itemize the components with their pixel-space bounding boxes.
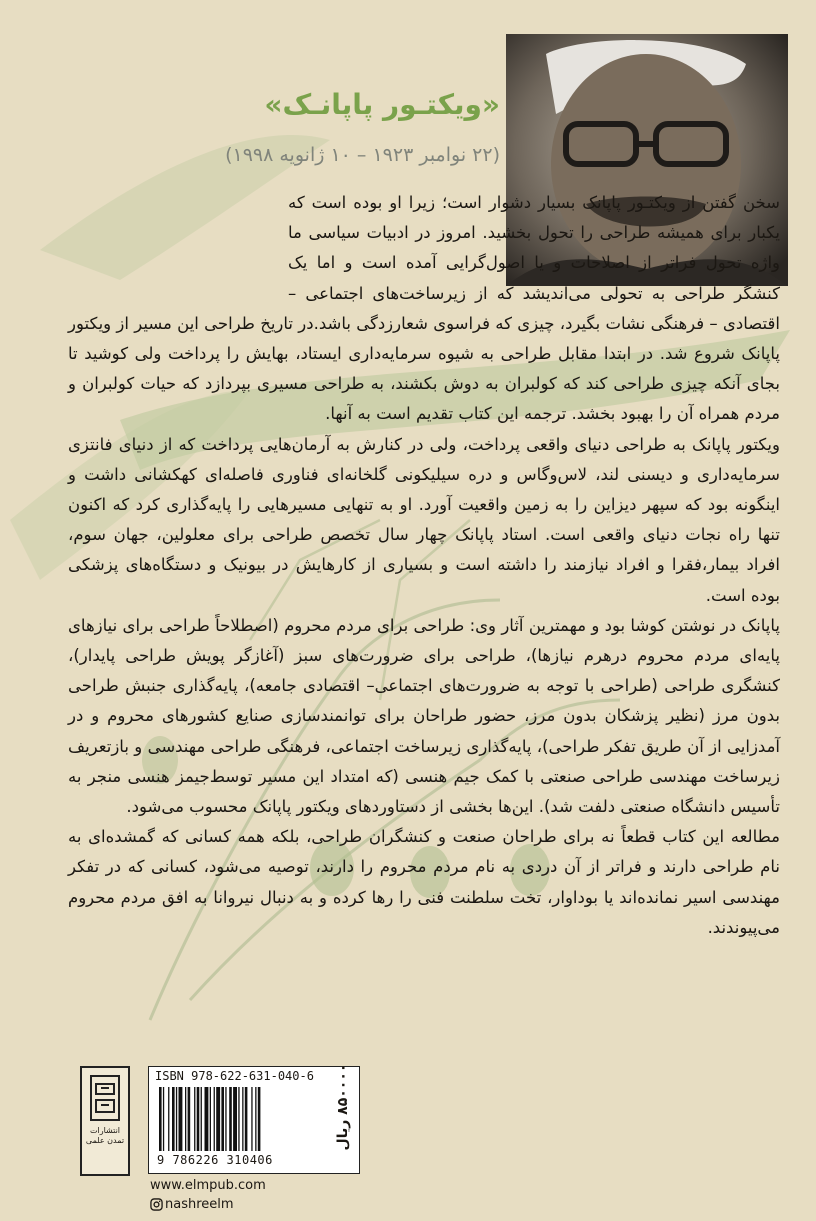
back-cover-text	[68, 188, 780, 943]
publisher-logo	[80, 1066, 130, 1176]
publisher-logo-icon	[89, 1074, 121, 1122]
paragraph-intro: سخن گفتن از ویکتـور پاپانک بسیار دشوار است؛ زیرا او بوده است که یکبار برای همیشه طراحی را تحول بخشید. امروز در ادبیات سیاسی ما واژه تحول فراتر از اصلاحات و یا اصول‌گرایی آمده است و اما یک کنشگر طراحی به تحولی می‌اندیشد که از زیرساخت‌های اجتماعی – اقتصادی – فرهنگی نشات بگیرد، چیزی که فراسوی شعارزدگی باشد.در تاریخ طراحی این مسیر از ویکتور پاپانک شروع شد. در ابتدا مقابل طراحی به شیوه سرمایه‌داری ایستاد، بهایش را پرداخت ولی کوشید تا بجای آنکه چیزی طراحی کند که کولبران به دوش بکشند، به طراحی مسیری بپردازد که حیات کولبران و مردم همراه آن را بهبود بخشد. ترجمه این کتاب تقدیم است به آنها.	[68, 193, 780, 424]
book-author-title: «ویکتـور پاپانـک»	[264, 88, 500, 121]
publisher-website[interactable]: www.elmpub.com	[150, 1178, 266, 1193]
barcode-bars	[157, 1087, 351, 1151]
publisher-name: انتشارات تمدن علمی	[85, 1126, 125, 1145]
barcode-digits: 9 786226 310406	[157, 1153, 273, 1167]
photo-wrap-space	[68, 188, 288, 285]
instagram-icon	[150, 1198, 163, 1211]
paragraph-real-world: ویکتور پاپانک به طراحی دنیای واقعی پرداخت، ولی در کنارش به آرمان‌هایی پرداخت که از دنیای فانتزی سرمایه‌داری و دیسنی لند، لاس‌وگاس و دره سیلیکونی گلخانه‌ای فناوری فاصله‌ای کهکشانی داشت و اینگونه بود که سپهر دیزاین را به زمین واقعیت آورد. او به تنهایی مسیرهایی را پایه‌گذاری کرد که اکنون تنها راه نجات دنیای واقعی است. استاد پاپانک چهار سال تخصص طراحی برای معلولین، جهان سوم، افراد بیمار،فقرا و افراد نیازمند را داشته است و بسیاری از کارهایش در بیونیک و دستگاه‌های پزشکی بوده است.	[68, 434, 780, 605]
isbn-text: ISBN 978-622-631-040-6	[155, 1069, 314, 1083]
instagram-handle-text: nashreelm	[165, 1197, 234, 1212]
paragraph-works: پاپانک در نوشتن کوشا بود و مهمترین آثار وی: طراحی برای مردم محروم (اصطلاحاً طراحی برای نیازهای پایه‌ای مردم محروم درهرم نیازها)، طراحی برای ضرورت‌های سبز (آغازگر پویش طراحی پایدار)، کنشگری طراحی (طراحی با توجه به ضرورت‌های اجتماعی– اقتصادی جامعه)، پایه‌گذاری جنبش طراحی بدون مرز (نظیر پزشکان بدون مرز، حضور طراحان برای توانمندسازی صنایع کشورهای محروم و در آمدزایی از آن طریق تفکر طراحی)، پایه‌گذاری زیرساخت اجتماعی، فرهنگی طراحی مهندسی و بازتعریف زیرساخت مهندسی طراحی صنعتی با کمک جیم هنسی (که امتداد این مسیر توسط‌جیمز هنسی منجر به تأسیس دانشگاه صنعتی دلفت شد). این‌ها بخشی از دستاوردهای ویکتور پاپانک محسوب می‌شود.	[68, 615, 780, 817]
footer-publisher-block	[70, 1063, 370, 1216]
isbn-barcode	[148, 1066, 360, 1174]
instagram-handle[interactable]	[150, 1197, 234, 1212]
price-label: ۸۵۰۰۰۰ ریال	[335, 1063, 351, 1151]
author-dates: (۲۲ نوامبر ۱۹۲۳ – ۱۰ ژانویه ۱۹۹۸)	[225, 144, 500, 166]
paragraph-recommendation: مطالعه این کتاب قطعاً نه برای طراحان صنعت و کنشگران طراحی، بلکه همه کسانی که گمشده‌ای به نام طراحی دارند و فراتر از آن دردی به نام مردم محروم را دارند، توصیه می‌شود، کسانی که در تفکر مهندسی اسیر نمانده‌اند یا بوداوار، تخت سلطنت فنی را رها کرده و به دنبال نیروانا به افق مردم محروم می‌پیوندند.	[68, 827, 780, 937]
